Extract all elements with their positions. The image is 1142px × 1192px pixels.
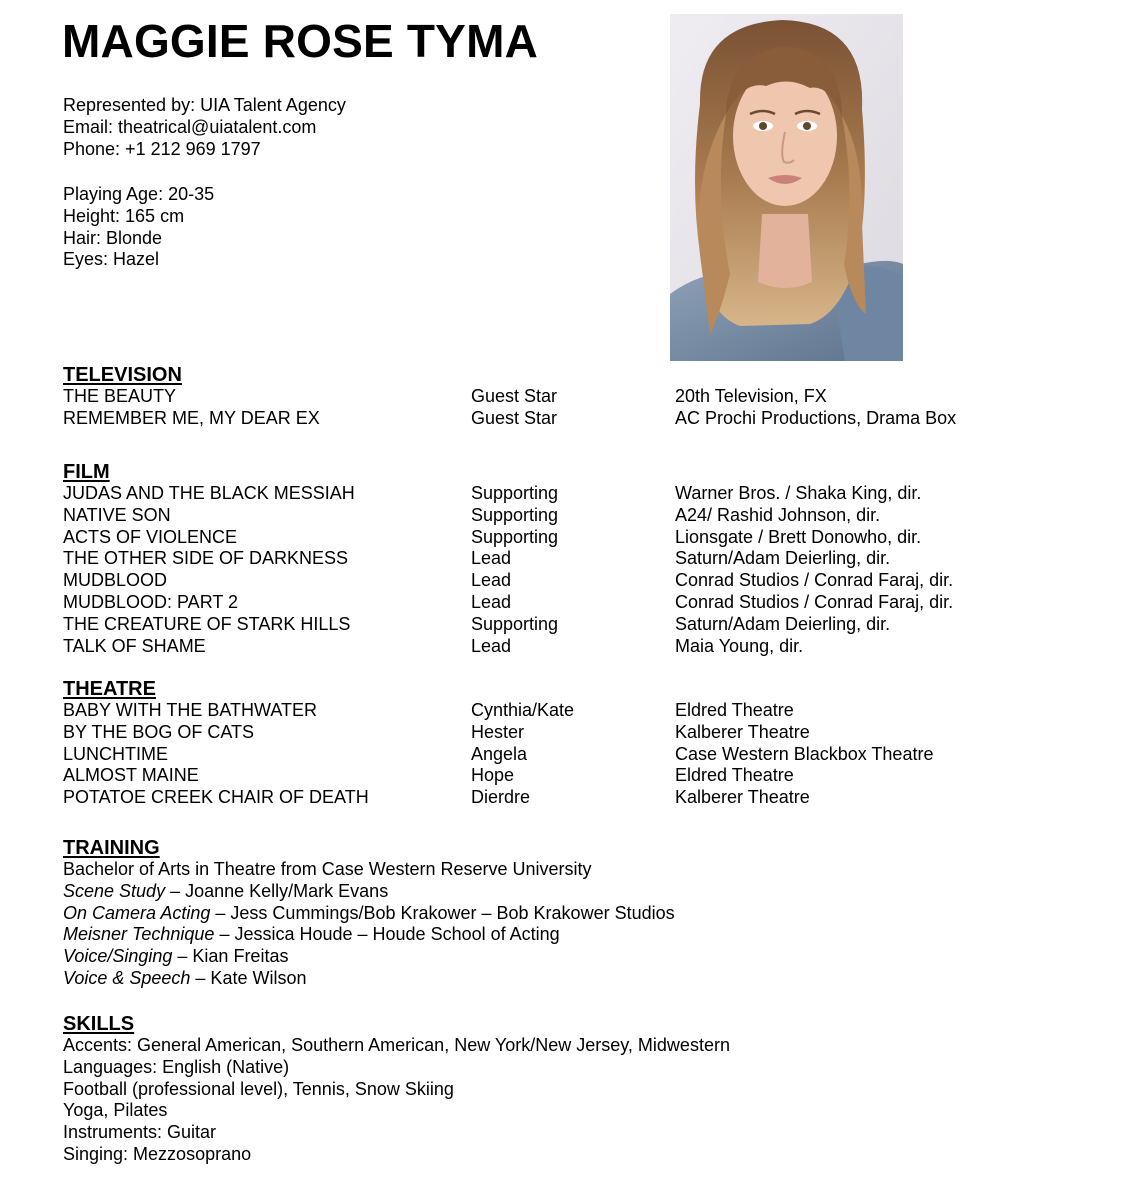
credit-row (63, 592, 1063, 614)
credit-title: NATIVE SON (63, 504, 171, 525)
credit-role: Cynthia/Kate (471, 700, 575, 720)
credit-title: BABY WITH THE BATHWATER (63, 700, 318, 720)
credit-role: Angela (471, 743, 528, 764)
credit-row (63, 386, 1063, 408)
credit-role: Lead (471, 570, 512, 591)
credit-role: Supporting (471, 504, 559, 525)
credit-role: Hope (471, 765, 515, 786)
credit-producer: Conrad Studios / Conrad Faraj, dir. (675, 570, 954, 591)
credit-row (63, 548, 1063, 570)
training-item (63, 903, 1063, 925)
credit-row (63, 483, 1063, 505)
credit-title: THE CREATURE OF STARK HILLS (63, 613, 351, 634)
degree-line: Bachelor of Arts in Theatre from Case Western Reserve University (63, 859, 592, 879)
credit-row (63, 722, 1063, 744)
credit-producer: AC Prochi Productions, Drama Box (675, 407, 957, 428)
credit-row (63, 765, 1063, 787)
course-detail: – Jessica Houde – Houde School of Acting (214, 924, 560, 945)
headshot-photo (670, 14, 903, 361)
credit-title: MUDBLOOD (63, 570, 168, 591)
eyes: Eyes: Hazel (63, 249, 160, 270)
credit-role: Supporting (471, 526, 559, 547)
credit-row (63, 570, 1063, 592)
credit-row (63, 636, 1063, 658)
credit-producer: Saturn/Adam Deierling, dir. (675, 613, 891, 634)
contact-info (63, 95, 346, 160)
credit-title: THE BEAUTY (63, 386, 177, 406)
credit-role: Hester (471, 721, 525, 742)
hair: Hair: Blonde (63, 227, 163, 248)
training-item (63, 946, 1063, 968)
credit-role: Dierdre (471, 787, 531, 808)
credit-role: Lead (471, 548, 512, 569)
theatre-section (63, 678, 1063, 809)
skill-item: Singing: Mezzosoprano (63, 1143, 252, 1164)
credit-role: Lead (471, 591, 512, 612)
credit-venue: Eldred Theatre (675, 700, 794, 720)
credit-producer: Conrad Studios / Conrad Faraj, dir. (675, 591, 954, 612)
credit-producer: A24/ Rashid Johnson, dir. (675, 504, 881, 525)
training-heading: TRAINING (63, 837, 160, 859)
credit-venue: Kalberer Theatre (675, 787, 810, 808)
credit-row (63, 505, 1063, 527)
credit-role: Lead (471, 635, 512, 656)
phone-line: Phone: +1 212 969 1797 (63, 138, 261, 159)
credit-title: THE OTHER SIDE OF DARKNESS (63, 548, 349, 569)
credit-title: MUDBLOOD: PART 2 (63, 591, 239, 612)
course-detail: – Kian Freitas (172, 946, 289, 967)
height: Height: 165 cm (63, 205, 185, 226)
television-section (63, 364, 1063, 430)
credit-role: Guest Star (471, 386, 558, 406)
training-item (63, 968, 1063, 990)
headshot-illustration (670, 14, 903, 361)
playing-age: Playing Age: 20-35 (63, 184, 215, 204)
email-line: Email: theatrical@uiatalent.com (63, 116, 317, 137)
credit-venue: Eldred Theatre (675, 765, 794, 786)
credit-row (63, 787, 1063, 809)
credit-title: ACTS OF VIOLENCE (63, 526, 238, 547)
physical-stats (63, 184, 214, 271)
skill-item: Football (professional level), Tennis, Snow Skiing (63, 1078, 454, 1099)
training-item (63, 924, 1063, 946)
credit-row (63, 700, 1063, 722)
credit-producer: Maia Young, dir. (675, 635, 804, 656)
credit-row (63, 614, 1063, 636)
credit-role: Supporting (471, 613, 559, 634)
film-section (63, 461, 1063, 657)
film-heading: FILM (63, 461, 110, 483)
credit-title: LUNCHTIME (63, 743, 169, 764)
skills-heading: SKILLS (63, 1013, 135, 1035)
actor-name: MAGGIE ROSE TYMA (62, 15, 539, 67)
course-detail: – Kate Wilson (190, 967, 307, 988)
credit-role: Guest Star (471, 407, 558, 428)
credit-title: POTATOE CREEK CHAIR OF DEATH (63, 787, 369, 808)
television-heading: TELEVISION (63, 364, 182, 386)
credit-title: ALMOST MAINE (63, 765, 199, 786)
credit-row (63, 527, 1063, 549)
course-name: Voice & Speech (63, 967, 191, 988)
credit-title: REMEMBER ME, MY DEAR EX (63, 407, 320, 428)
representation-line: Represented by: UIA Talent Agency (63, 95, 346, 115)
training-item (63, 881, 1063, 903)
course-detail: – Joanne Kelly/Mark Evans (165, 880, 389, 901)
course-name: Scene Study (63, 880, 166, 901)
credit-role: Supporting (471, 483, 559, 503)
credit-title: JUDAS AND THE BLACK MESSIAH (63, 483, 355, 503)
credit-venue: Kalberer Theatre (675, 721, 810, 742)
skill-item: Instruments: Guitar (63, 1122, 217, 1143)
theatre-heading: THEATRE (63, 678, 156, 700)
credit-row (63, 408, 1063, 430)
credit-title: TALK OF SHAME (63, 635, 206, 656)
course-name: Meisner Technique (63, 924, 215, 945)
credit-producer: Warner Bros. / Shaka King, dir. (675, 483, 922, 503)
credit-producer: Saturn/Adam Deierling, dir. (675, 548, 891, 569)
credit-producer: 20th Television, FX (675, 386, 827, 406)
skill-item: Yoga, Pilates (63, 1100, 168, 1121)
course-name: On Camera Acting (63, 902, 211, 923)
course-detail: – Jess Cummings/Bob Krakower – Bob Krakower Studios (210, 902, 675, 923)
skills-section (63, 1013, 1063, 1166)
skill-item: Languages: English (Native) (63, 1056, 290, 1077)
credit-row (63, 744, 1063, 766)
training-section (63, 837, 1063, 990)
credit-title: BY THE BOG OF CATS (63, 721, 255, 742)
skill-item: Accents: General American, Southern American, New York/New Jersey, Midwestern (63, 1035, 730, 1055)
course-name: Voice/Singing (63, 946, 173, 967)
credit-venue: Case Western Blackbox Theatre (675, 743, 934, 764)
credit-producer: Lionsgate / Brett Donowho, dir. (675, 526, 922, 547)
